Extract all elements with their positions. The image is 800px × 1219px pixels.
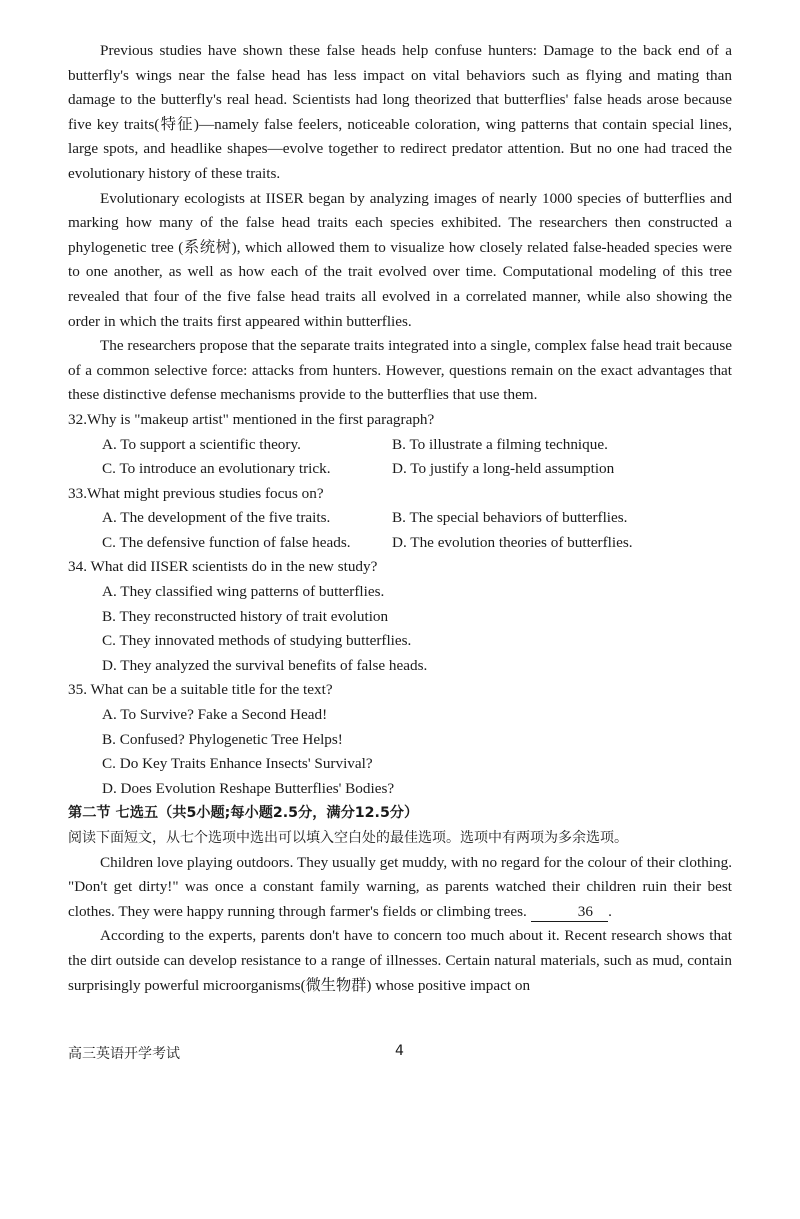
question-33-stem: 33.What might previous studies focus on?	[68, 484, 324, 502]
question-35-option-c: C. Do Key Traits Enhance Insects' Survival?	[102, 755, 373, 773]
question-32-option-b: B. To illustrate a filming technique.	[392, 435, 608, 453]
cloze-paragraph-2: According to the experts, parents don't have to concern too much about it. Recent research shows that the dirt outside can develop resistance to a range of illnesses. Certain natural materials, such as mud, contain surprisingly powerful microorganisms(微生物群) whose positive impact on	[68, 927, 732, 994]
section-2-instruction: 阅读下面短文，从七个选项中选出可以填入空白处的最佳选项。选项中有两项为多余选项。	[68, 830, 628, 846]
question-34-stem: 34. What did IISER scientists do in the new study?	[68, 558, 378, 576]
question-33-option-d: D. The evolution theories of butterflies.	[392, 533, 633, 551]
question-32-option-c: C. To introduce an evolutionary trick.	[102, 460, 331, 478]
cloze-paragraph-1: Children love playing outdoors. They usually get muddy, with no regard for the colour of their clothing. "Don't get dirty!" was once a constant family warning, as parents watched their children ruin their best clothes. They were happy running through farmer's fields or climbing trees. 36 .	[68, 853, 732, 920]
question-34-option-c: C. They innovated methods of studying butterflies.	[102, 632, 412, 650]
footer-exam-title: 高三英语开学考试	[68, 1046, 180, 1062]
question-33-options-row-2	[68, 531, 732, 556]
question-34-option-a: A. They classified wing patterns of butterflies.	[102, 583, 385, 601]
question-34-option-d: D. They analyzed the survival benefits of false heads.	[102, 656, 428, 674]
footer-page-number: 4	[395, 1043, 404, 1059]
question-35-option-a: A. To Survive? Fake a Second Head!	[102, 706, 328, 724]
page-content	[68, 39, 732, 998]
question-32-options-row-1	[68, 433, 732, 458]
passage-paragraph-3: The researchers propose that the separate traits integrated into a single, complex false head trait because of a common selective force: attacks from hunters. However, questions remain on the exact advantages that these distinctive defense mechanisms provide to the butterflies that use them.	[68, 337, 732, 404]
question-32-option-a: A. To support a scientific theory.	[102, 435, 301, 453]
question-33-option-a: A. The development of the five traits.	[102, 509, 331, 527]
question-34-option-b: B. They reconstructed history of trait evolution	[102, 607, 389, 625]
question-35-stem: 35. What can be a suitable title for the text?	[68, 681, 333, 699]
passage-paragraph-1: Previous studies have shown these false heads help confuse hunters: Damage to the back end of a butterfly's wings near the false head has less impact on vital behaviors such as flying and mating than damage to the butterfly's real head. Scientists had long theorized that butterflies' false heads arose because five key traits(特征)—namely false feelers, noticeable coloration, wing patterns that contain special lines, large spots, and headlike shapes—evolve together to redirect predator attention. But no one had traced the evolutionary history of these traits.	[68, 42, 732, 182]
passage-paragraph-2: Evolutionary ecologists at IISER began by analyzing images of nearly 1000 species of butterflies and marking how many of the false head traits each species exhibited. The researchers then constructed a phylogenetic tree (系统树), which allowed them to visualize how closely related false-headed species were to one another, as well as how each of the trait evolved over time. Computational modeling of this tree revealed that four of the five false head traits all evolved in a correlated manner, while also showing the order in which the traits first appeared within butterflies.	[68, 189, 732, 330]
question-33-option-b: B. The special behaviors of butterflies.	[392, 509, 628, 527]
question-33-options-row-1	[68, 506, 732, 531]
question-35-option-d: D. Does Evolution Reshape Butterflies' Bodies?	[102, 779, 395, 797]
question-32-option-d: D. To justify a long-held assumption	[392, 460, 615, 478]
question-35-option-b: B. Confused? Phylogenetic Tree Helps!	[102, 730, 343, 748]
question-33-option-c: C. The defensive function of false heads.	[102, 533, 351, 551]
blank-36-number: 36	[577, 902, 593, 920]
section-2-heading: 第二节 七选五（共5小题;每小题2.5分，满分12.5分）	[68, 805, 419, 822]
question-32-stem: 32.Why is "makeup artist" mentioned in the first paragraph?	[68, 410, 435, 428]
question-32-options-row-2	[68, 457, 732, 482]
cloze-paragraph-1-text: Children love playing outdoors. They usually get muddy, with no regard for the colour of their clothing. "Don't get dirty!" was once a constant family warning, as parents watched their children ruin their best clothes. They were happy running through farmer's fields or climbing trees.	[68, 853, 732, 920]
blank-36[interactable]	[531, 903, 609, 922]
